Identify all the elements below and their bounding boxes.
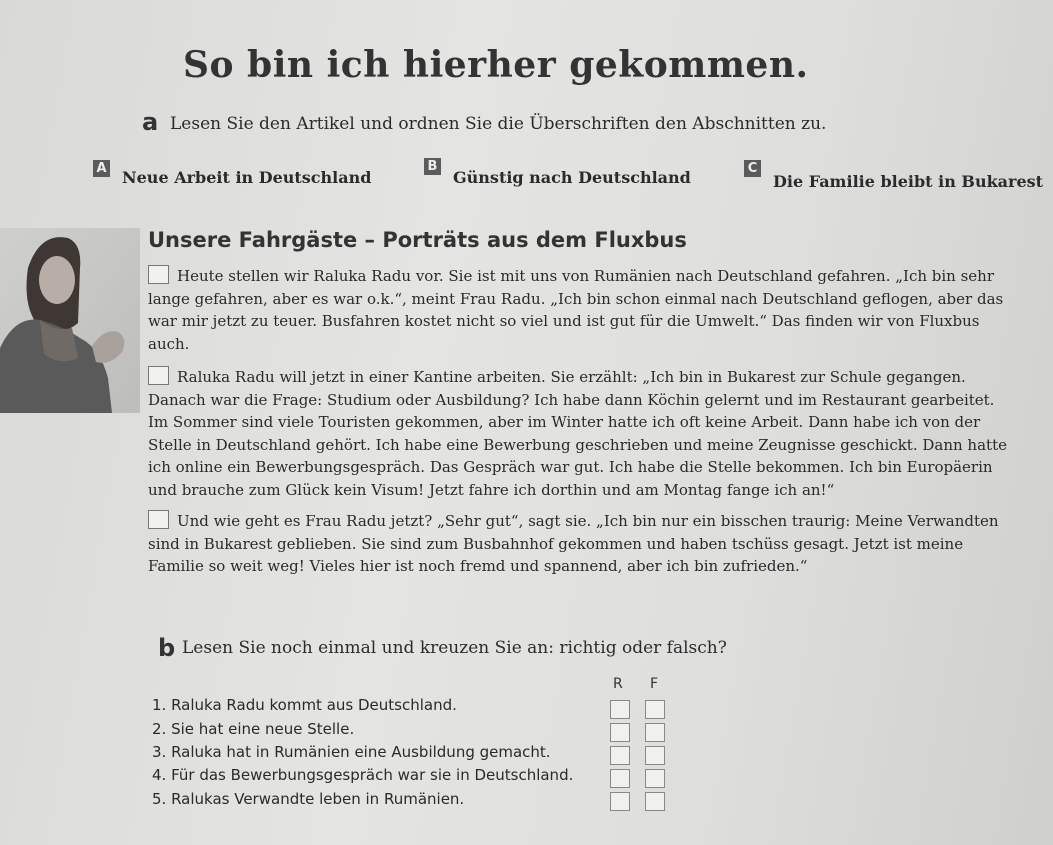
statement-3-richtig-checkbox[interactable] xyxy=(610,746,630,765)
page-title: So bin ich hierher gekommen. xyxy=(183,44,809,86)
paragraph-3-heading-box[interactable] xyxy=(148,510,169,529)
task-b-letter: b xyxy=(158,634,176,662)
paragraph-line: sind in Bukarest geblieben. Sie sind zum Busbahnhof gekommen und haben tschüss gesagt. Jetzt ist meine xyxy=(148,534,964,553)
paragraph-line: war mir jetzt zu teuer. Busfahren kostet nicht so viel und ist gut für die Umwelt.“ Das finden wir von Fluxbus xyxy=(148,312,980,330)
heading-c-badge: C xyxy=(744,160,761,177)
statement-1: 1. Raluka Radu kommt aus Deutschland. xyxy=(152,696,457,714)
heading-a-badge: A xyxy=(93,160,110,177)
paragraph-2 xyxy=(148,366,1018,501)
statement-5-richtig-checkbox[interactable] xyxy=(610,792,630,811)
paragraph-line: Raluka Radu will jetzt in einer Kantine arbeiten. Sie erzählt: „Ich bin in Bukarest zur Schule gegangen. xyxy=(177,368,966,386)
paragraph-line: Stelle in Deutschland gehört. Ich habe eine Bewerbung geschrieben und meine Zeugnisse geschickt. Dann hatte xyxy=(148,435,1007,454)
paragraph-line: Familie so weit weg! Vieles hier ist noch fremd und spannend, aber ich bin zufrieden.“ xyxy=(148,557,808,575)
statement-3: 3. Raluka hat in Rumänien eine Ausbildung gemacht. xyxy=(152,743,551,761)
statement-3-falsch-checkbox[interactable] xyxy=(645,746,665,765)
statement-2-falsch-checkbox[interactable] xyxy=(645,723,665,742)
paragraph-line: Heute stellen wir Raluka Radu vor. Sie ist mit uns von Rumänien nach Deutschland gefahren. „Ich bin sehr xyxy=(177,267,995,285)
heading-b-badge: B xyxy=(424,158,441,175)
paragraph-2-heading-box[interactable] xyxy=(148,366,169,385)
paragraph-3 xyxy=(148,510,1018,578)
task-b-instruction: Lesen Sie noch einmal und kreuzen Sie an: richtig oder falsch? xyxy=(182,638,727,658)
paragraph-line: lange gefahren, aber es war o.k.“, meint Frau Radu. „Ich bin schon einmal nach Deutschland geflogen, aber das xyxy=(148,289,1004,308)
paragraph-line: und brauche zum Glück kein Visum! Jetzt fahre ich dorthin und am Montag fange ich an!“ xyxy=(148,480,835,499)
paragraph-line: Danach war die Frage: Studium oder Ausbildung? Ich habe dann Köchin gelernt und im Restaurant gearbeitet. xyxy=(148,390,995,409)
heading-a-text: Neue Arbeit in Deutschland xyxy=(122,168,372,187)
paragraph-line: ich online ein Bewerbungsgespräch. Das Gespräch war gut. Ich habe die Stelle bekommen. Ich bin Europäerin xyxy=(148,458,993,476)
paragraph-1 xyxy=(148,265,1018,355)
heading-c-text: Die Familie bleibt in Bukarest xyxy=(773,172,1044,191)
statement-2-richtig-checkbox[interactable] xyxy=(610,723,630,742)
statement-5-falsch-checkbox[interactable] xyxy=(645,792,665,811)
paragraph-line: Und wie geht es Frau Radu jetzt? „Sehr gut“, sagt sie. „Ich bin nur ein bisschen traurig: Meine Verwandten xyxy=(177,512,999,530)
column-falsch: F xyxy=(650,676,659,692)
article-title: Unsere Fahrgäste – Porträts aus dem Fluxbus xyxy=(148,228,687,252)
column-richtig: R xyxy=(613,676,623,692)
statement-4-richtig-checkbox[interactable] xyxy=(610,769,630,788)
statement-2: 2. Sie hat eine neue Stelle. xyxy=(152,720,355,738)
statement-1-richtig-checkbox[interactable] xyxy=(610,700,630,719)
statement-4-falsch-checkbox[interactable] xyxy=(645,769,665,788)
task-a-instruction: Lesen Sie den Artikel und ordnen Sie die Überschriften den Abschnitten zu. xyxy=(170,114,827,134)
statement-4: 4. Für das Bewerbungsgespräch war sie in Deutschland. xyxy=(152,766,574,784)
paragraph-1-heading-box[interactable] xyxy=(148,265,169,284)
heading-b-text: Günstig nach Deutschland xyxy=(453,168,691,187)
paragraph-line: Im Sommer sind viele Touristen gekommen, aber im Winter hatte ich oft keine Arbeit. Dann habe ich von der xyxy=(148,413,981,431)
paragraph-line: auch. xyxy=(148,334,190,353)
task-a-letter: a xyxy=(142,108,159,136)
statement-5: 5. Ralukas Verwandte leben in Rumänien. xyxy=(152,790,465,808)
statement-1-falsch-checkbox[interactable] xyxy=(645,700,665,719)
passenger-photo xyxy=(0,228,140,413)
